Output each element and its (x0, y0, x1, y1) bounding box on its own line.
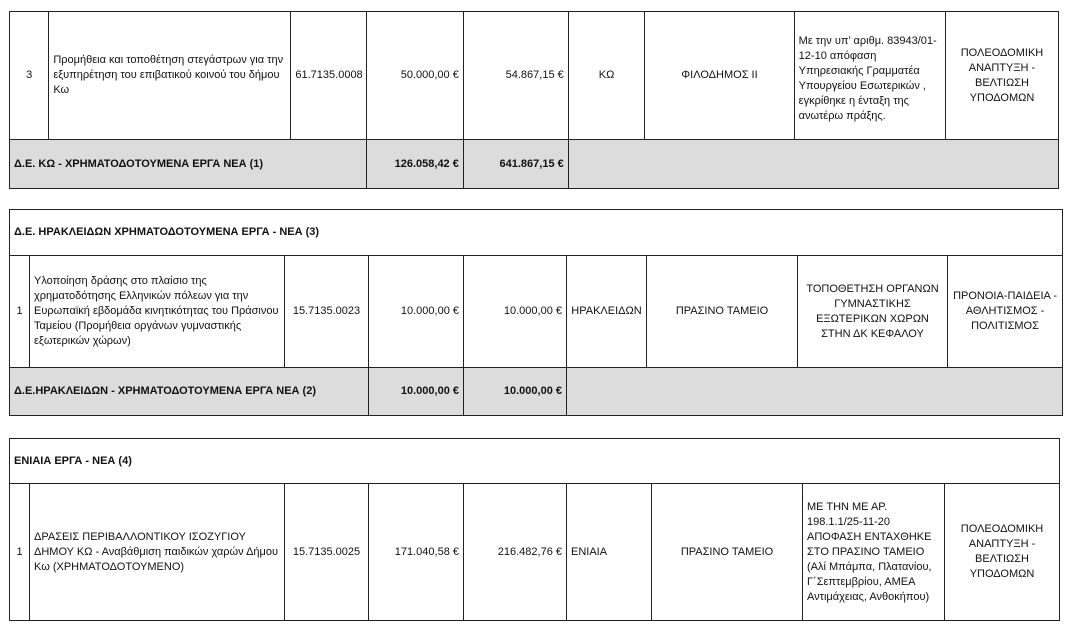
table-kos (9, 11, 1059, 189)
row-funding: ΦΙΛΟΔΗΜΟΣ ΙΙ (645, 12, 794, 140)
total-label: Δ.Ε.ΗΡΑΚΛΕΙΔΩΝ - ΧΡΗΜΑΤΟΔΟΤΟΥΜΕΝΑ ΕΡΓΑ ΝΕΑ (2) (10, 368, 369, 416)
total-row (10, 140, 1059, 189)
section-header-row (10, 210, 1063, 256)
row-code: 15.7135.0023 (285, 256, 369, 368)
section-header: ΕΝΙΑΙΑ ΕΡΓΑ - ΝΕΑ (4) (10, 439, 1060, 484)
total-amount-2: 10.000,00 € (464, 368, 567, 416)
row-notes: ΜΕ ΤΗΝ ΜΕ ΑΡ. 198.1.1/25-11-20 ΑΠΟΦΑΣΗ ΕΝΤΑΧΘΗΚΕ ΣΤΟ ΠΡΑΣΙΝΟ ΤΑΜΕΙΟ (Αλί Μπάμπα, Πλατανίου, Γ΄Σεπτεμβρίου, ΑΜΕΑ Αντιμάχειας, Ανθοκήπου) (803, 484, 945, 621)
row-code: 15.7135.0025 (285, 484, 369, 621)
total-amount-2: 641.867,15 € (463, 140, 568, 189)
row-amount-2: 54.867,15 € (463, 12, 568, 140)
row-number: 1 (10, 484, 30, 621)
total-amount-1: 126.058,42 € (367, 140, 464, 189)
row-amount-1: 10.000,00 € (369, 256, 464, 368)
row-category: ΠΟΛΕΟΔΟΜΙΚΗ ΑΝΑΠΤΥΞΗ - ΒΕΛΤΙΩΣΗ ΥΠΟΔΟΜΩΝ (945, 12, 1058, 140)
table-row (10, 256, 1063, 368)
row-funding: ΠΡΑΣΙΝΟ ΤΑΜΕΙΟ (647, 256, 798, 368)
row-amount-1: 50.000,00 € (367, 12, 464, 140)
row-unit: ΚΩ (568, 12, 645, 140)
row-number: 3 (10, 12, 49, 140)
total-row (10, 368, 1063, 416)
row-category: ΠΡΟΝΟΙΑ-ΠΑΙΔΕΙΑ - ΑΘΛΗΤΙΣΜΟΣ - ΠΟΛΙΤΙΣΜΟΣ (948, 256, 1063, 368)
row-notes: ΤΟΠΟΘΕΤΗΣΗ ΟΡΓΑΝΩΝ ΓΥΜΝΑΣΤΙΚΗΣ ΕΞΩΤΕΡΙΚΩΝ ΧΩΡΩΝ ΣΤΗΝ ΔΚ ΚΕΦΑΛΟΥ (798, 256, 948, 368)
total-filler (567, 368, 1063, 416)
row-unit: ΕΝΙΑΙΑ (567, 484, 652, 621)
table-herakleidon (9, 209, 1063, 416)
row-amount-2: 216.482,76 € (464, 484, 567, 621)
row-code: 61.7135.0008 (291, 12, 367, 140)
row-category: ΠΟΛΕΟΔΟΜΙΚΗ ΑΝΑΠΤΥΞΗ - ΒΕΛΤΙΩΣΗ ΥΠΟΔΟΜΩΝ (945, 484, 1060, 621)
row-amount-2: 10.000,00 € (464, 256, 567, 368)
total-amount-1: 10.000,00 € (369, 368, 464, 416)
section-header-row (10, 439, 1060, 484)
row-description: Υλοποίηση δράσης στο πλαίσιο της χρηματοδότησης Ελληνικών πόλεων για την Ευρωπαϊκή εβδομάδα κινητικότητας του Πράσινου Ταμείου (Προμήθεια οργάνων γυμναστικής εξωτερικών χώρων) (30, 256, 285, 368)
row-description: Προμήθεια και τοποθέτηση στεγάστρων για την εξυπηρέτηση του επιβατικού κοινού του δήμου Κω (49, 12, 291, 140)
table-row (10, 484, 1060, 621)
row-description: ΔΡΑΣΕΙΣ ΠΕΡΙΒΑΛΛΟΝΤΙΚΟΥ ΙΣΟΖΥΓΙΟΥ ΔΗΜΟΥ ΚΩ - Αναβάθμιση παιδικών χαρών Δήμου Κω (ΧΡΗΜΑΤΟΔΟΤΟΥΜΕΝΟ) (30, 484, 285, 621)
table-row (10, 12, 1059, 140)
row-notes: Με την υπ’ αριθμ. 83943/01-12-10 απόφαση Υπηρεσιακής Γραμματέα Υπουργείου Εσωτερικών , εγκρίθηκε η ένταξη της ανωτέρω πράξης. (794, 12, 945, 140)
total-filler (568, 140, 1058, 189)
table-eniaia (9, 438, 1060, 621)
section-header: Δ.Ε. ΗΡΑΚΛΕΙΔΩΝ ΧΡΗΜΑΤΟΔΟΤΟΥΜΕΝΑ ΕΡΓΑ - ΝΕΑ (3) (10, 210, 1063, 256)
row-amount-1: 171.040,58 € (369, 484, 464, 621)
row-unit: ΗΡΑΚΛΕΙΔΩΝ (567, 256, 647, 368)
row-funding: ΠΡΑΣΙΝΟ ΤΑΜΕΙΟ (652, 484, 803, 621)
total-label: Δ.Ε. ΚΩ - ΧΡΗΜΑΤΟΔΟΤΟΥΜΕΝΑ ΕΡΓΑ ΝΕΑ (1) (10, 140, 367, 189)
row-number: 1 (10, 256, 30, 368)
